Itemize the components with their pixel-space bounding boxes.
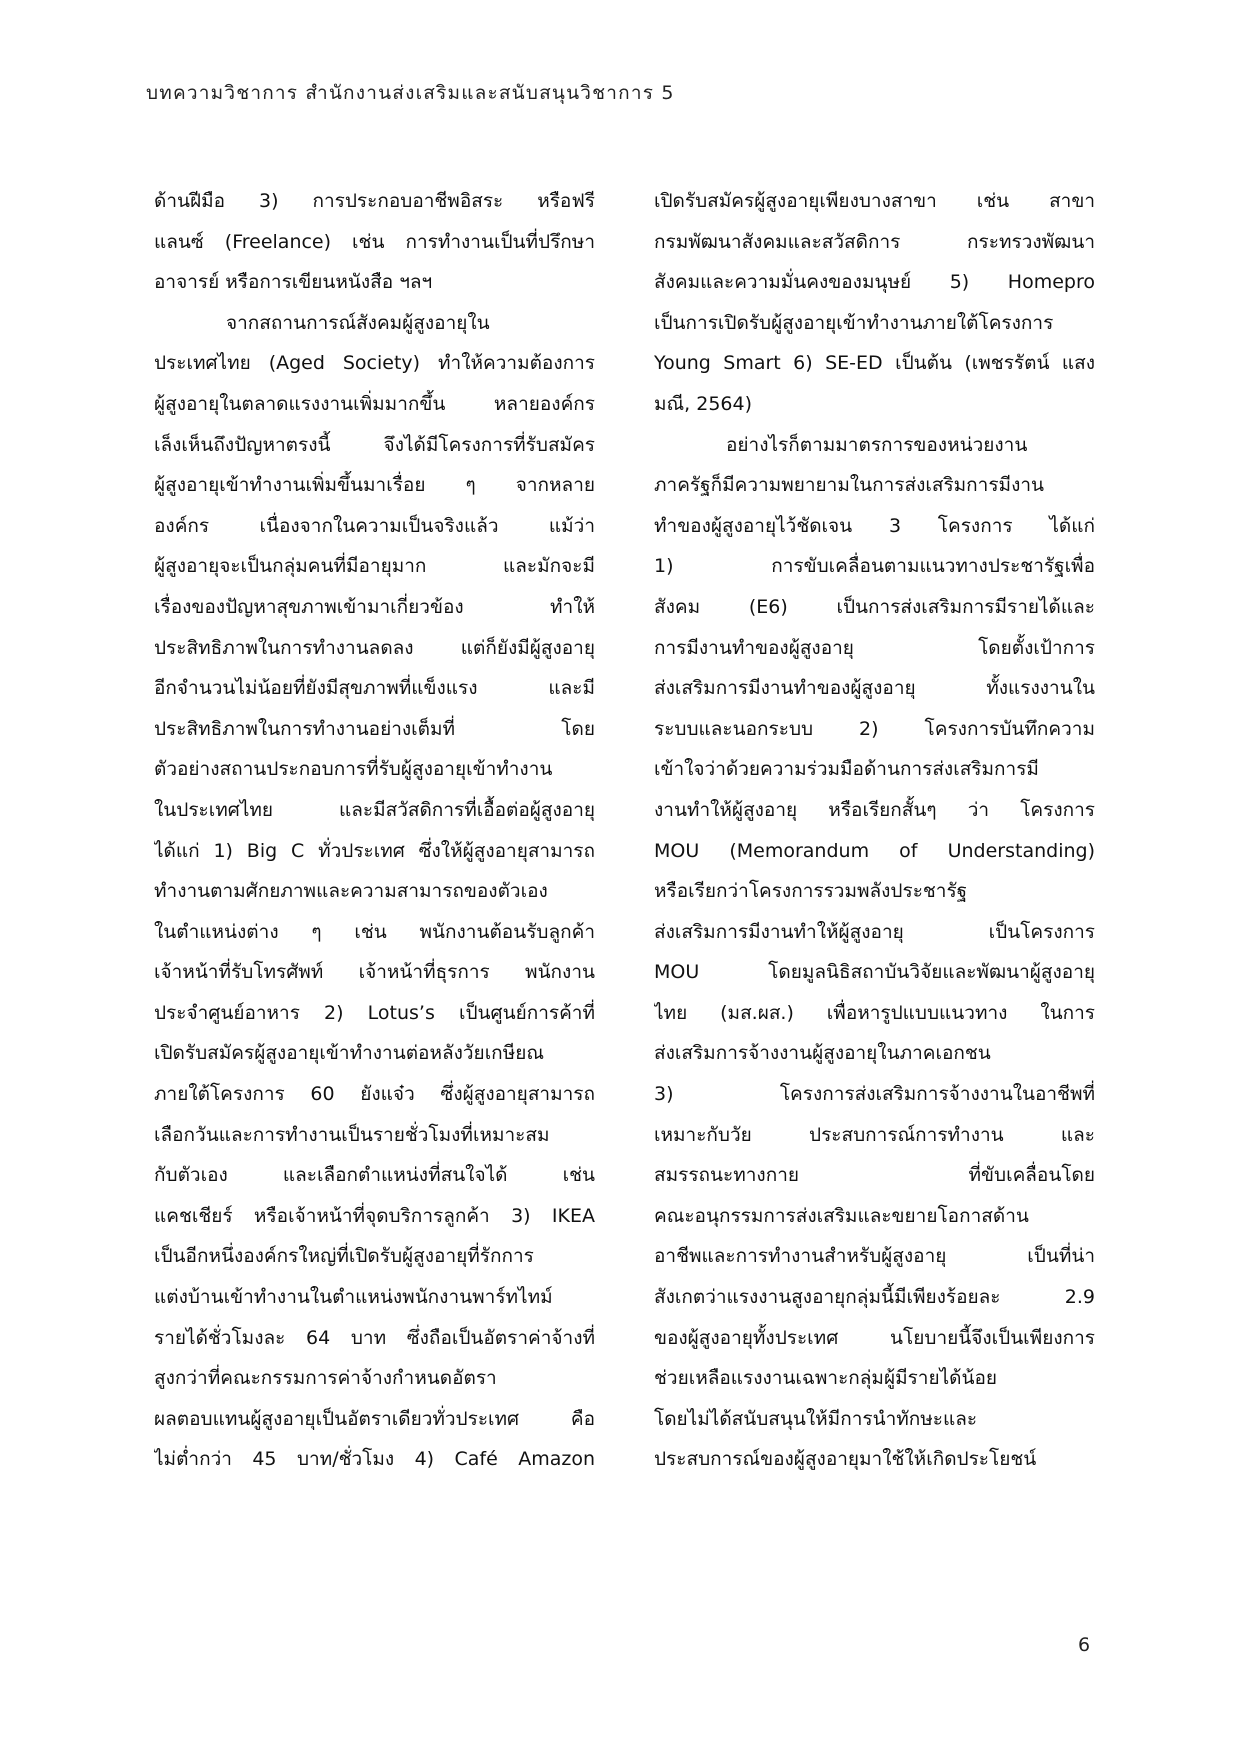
- text-line: แคชเชียร์ หรือเจ้าหน้าที่จุดบริการลูกค้า 3) IKEA: [154, 1204, 595, 1227]
- text-line: ระบบและนอกระบบ 2) โครงการบันทึกความ: [654, 717, 1095, 740]
- text-line: ภายใต้โครงการ 60 ยังแจ๋ว ซึ่งผู้สูงอายุสามารถ: [154, 1083, 595, 1106]
- text-line: การมีงานทำของผู้สูงอายุ โดยตั้งเป้าการ: [654, 636, 1095, 659]
- text-line: โดยไม่ได้สนับสนุนให้มีการนำทักษะและ: [654, 1407, 978, 1430]
- text-line: ตัวอย่างสถานประกอบการที่รับผู้สูงอายุเข้าทำงาน: [154, 758, 553, 781]
- text-line: รายได้ชั่วโมงละ 64 บาท ซึ่งถือเป็นอัตราค่าจ้างที่: [154, 1326, 595, 1349]
- text-line: เหมาะกับวัย ประสบการณ์การทำงาน และ: [654, 1123, 1095, 1146]
- text-line: Young Smart 6) SE-ED เป็นต้น (เพชรรัตน์ แสง: [654, 352, 1095, 375]
- text-line: คณะอนุกรรมการส่งเสริมและขยายโอกาสด้าน: [654, 1204, 1029, 1227]
- text-line: ประจำศูนย์อาหาร 2) Lotus’s เป็นศูนย์การค้าที่: [154, 1001, 595, 1024]
- text-line: เปิดรับสมัครผู้สูงอายุเพียงบางสาขา เช่น สาขา: [654, 190, 1095, 212]
- text-line: แต่งบ้านเข้าทำงานในตำแหน่งพนักงานพาร์ทไทม์: [154, 1286, 553, 1309]
- text-line: เล็งเห็นถึงปัญหาตรงนี้ จึงได้มีโครงการที่รับสมัคร: [154, 433, 595, 456]
- text-line: ส่งเสริมการมีงานทำให้ผู้สูงอายุ เป็นโครงการ: [654, 920, 1095, 943]
- right-column: [654, 181, 1095, 1480]
- text-line: สมรรถนะทางกาย ที่ขับเคลื่อนโดย: [654, 1164, 1095, 1187]
- text-line: อาจารย์ หรือการเขียนหนังสือ ฯลฯ: [154, 271, 433, 294]
- text-line: ได้แก่ 1) Big C ทั่วประเทศ ซึ่งให้ผู้สูงอายุสามารถ: [154, 839, 595, 862]
- text-line: ประสบการณ์ของผู้สูงอายุมาใช้ให้เกิดประโยชน์: [654, 1448, 1037, 1471]
- paragraph-start-line: อย่างไรก็ตามมาตรการของหน่วยงาน: [726, 433, 1028, 456]
- text-line: ไม่ต่ำกว่า 45 บาท/ชั่วโมง 4) Café Amazon: [154, 1448, 595, 1471]
- text-line: ส่งเสริมการมีงานทำของผู้สูงอายุ ทั้งแรงงานใน: [654, 677, 1095, 700]
- text-line: สังเกตว่าแรงงานสูงอายุกลุ่มนี้มีเพียงร้อยละ 2.9: [654, 1286, 1095, 1309]
- text-line: องค์กร เนื่องจากในความเป็นจริงแล้ว แม้ว่า: [154, 514, 595, 537]
- text-line: ในตำแหน่งต่าง ๆ เช่น พนักงานต้อนรับลูกค้า: [154, 920, 595, 943]
- text-line: ไทย (มส.ผส.) เพื่อหารูปแบบแนวทาง ในการ: [654, 1001, 1095, 1024]
- text-line: MOU โดยมูลนิธิสถาบันวิจัยและพัฒนาผู้สูงอายุ: [654, 961, 1095, 984]
- text-line: ทำงานตามศักยภาพและความสามารถของตัวเอง: [154, 880, 548, 903]
- text-line: หรือเรียกว่าโครงการรวมพลังประชารัฐ: [654, 880, 968, 903]
- text-line: เปิดรับสมัครผู้สูงอายุเข้าทำงานต่อหลังวัยเกษียณ: [154, 1042, 544, 1065]
- text-line: ภาครัฐก็มีความพยายามในการส่งเสริมการมีงาน: [654, 474, 1045, 497]
- text-line: กับตัวเอง และเลือกตำแหน่งที่สนใจได้ เช่น: [154, 1164, 595, 1187]
- text-line: ของผู้สูงอายุทั้งประเทศ นโยบายนี้จึงเป็นเพียงการ: [654, 1326, 1095, 1349]
- paragraph-start-line: จากสถานการณ์สังคมผู้สูงอายุใน: [226, 311, 490, 334]
- text-line: สังคมและความมั่นคงของมนุษย์ 5) Homepro: [654, 271, 1095, 294]
- text-line: เป็นอีกหนึ่งองค์กรใหญ่ที่เปิดรับผู้สูงอายุที่รักการ: [154, 1245, 534, 1268]
- text-line: สังคม (E6) เป็นการส่งเสริมการมีรายได้และ: [654, 595, 1095, 618]
- text-line: ประสิทธิภาพในการทำงานอย่างเต็มที่ โดย: [154, 717, 595, 740]
- page-number: 6: [1078, 1634, 1091, 1656]
- text-line: ผู้สูงอายุเข้าทำงานเพิ่มขึ้นมาเรื่อย ๆ จากหลาย: [154, 474, 595, 497]
- text-line: กรมพัฒนาสังคมและสวัสดิการ กระทรวงพัฒนา: [654, 230, 1095, 253]
- text-line: อาชีพและการทำงานสำหรับผู้สูงอายุ เป็นที่น่า: [654, 1245, 1095, 1268]
- text-line: ทำของผู้สูงอายุไว้ชัดเจน 3 โครงการ ได้แก่: [654, 514, 1095, 537]
- text-line: MOU (Memorandum of Understanding): [654, 839, 1095, 862]
- text-line: ด้านฝีมือ 3) การประกอบอาชีพอิสระ หรือฟรี: [154, 190, 595, 212]
- running-header: บทความวิชาการ สำนักงานส่งเสริมและสนับสนุนวิชาการ 5: [146, 82, 675, 104]
- text-line: สูงกว่าที่คณะกรรมการค่าจ้างกำหนดอัตรา: [154, 1367, 497, 1390]
- text-line: มณี, 2564): [654, 392, 752, 415]
- text-line: งานทำให้ผู้สูงอายุ หรือเรียกสั้นๆ ว่า โครงการ: [654, 798, 1095, 821]
- text-line: อีกจำนวนไม่น้อยที่ยังมีสุขภาพที่แข็งแรง และมี: [154, 677, 595, 700]
- text-line: เจ้าหน้าที่รับโทรศัพท์ เจ้าหน้าที่ธุรการ พนักงาน: [154, 961, 595, 984]
- text-line: ผู้สูงอายุในตลาดแรงงานเพิ่มมากขึ้น หลายองค์กร: [154, 392, 595, 415]
- text-line: ประเทศไทย (Aged Society) ทำให้ความต้องการ: [154, 352, 595, 375]
- text-line: เป็นการเปิดรับผู้สูงอายุเข้าทำงานภายใต้โครงการ: [654, 311, 1054, 334]
- text-line: ช่วยเหลือแรงงานเฉพาะกลุ่มผู้มีรายได้น้อย: [654, 1367, 998, 1390]
- text-line: 1) การขับเคลื่อนตามแนวทางประชารัฐเพื่อ: [654, 555, 1095, 578]
- text-line: ผู้สูงอายุจะเป็นกลุ่มคนที่มีอายุมาก และมักจะมี: [154, 555, 595, 578]
- text-line: 3) โครงการส่งเสริมการจ้างงานในอาชีพที่: [654, 1083, 1095, 1106]
- text-line: ส่งเสริมการจ้างงานผู้สูงอายุในภาคเอกชน: [654, 1042, 991, 1065]
- text-line: เข้าใจว่าด้วยความร่วมมือด้านการส่งเสริมการมี: [654, 758, 1039, 781]
- left-column: [154, 181, 595, 1480]
- text-line: เลือกวันและการทำงานเป็นรายชั่วโมงที่เหมาะสม: [154, 1123, 550, 1146]
- text-line: ในประเทศไทย และมีสวัสดิการที่เอื้อต่อผู้สูงอายุ: [154, 798, 595, 821]
- text-line: ผลตอบแทนผู้สูงอายุเป็นอัตราเดียวทั่วประเทศ คือ: [154, 1407, 595, 1430]
- text-line: ประสิทธิภาพในการทำงานลดลง แต่ก็ยังมีผู้สูงอายุ: [154, 636, 595, 659]
- text-line: แลนซ์ (Freelance) เช่น การทำงานเป็นที่ปรึกษา: [154, 230, 595, 253]
- text-line: เรื่องของปัญหาสุขภาพเข้ามาเกี่ยวข้อง ทำให้: [154, 595, 595, 618]
